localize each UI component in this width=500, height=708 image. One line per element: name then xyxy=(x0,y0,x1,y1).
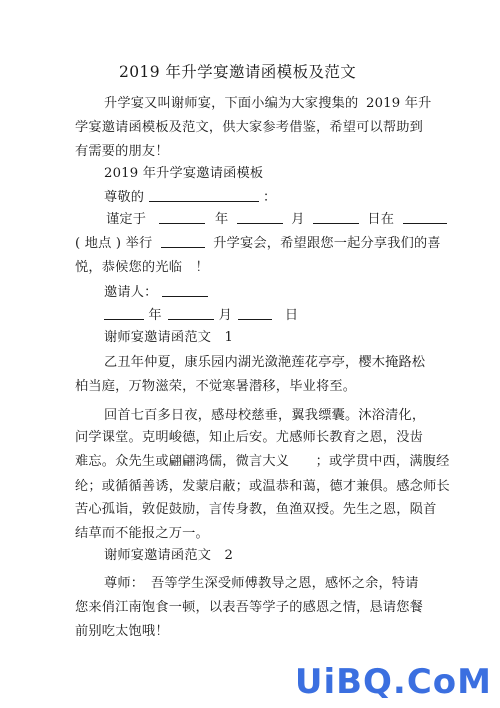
sample1-p2-line-3a: 难忘。众先生或翩翩鸿儒，微言大义 xyxy=(75,454,290,469)
sample1-p1-line-2: 柏当庭，万物滋荣，不觉寒暑潜移，毕业将至。 xyxy=(75,379,357,394)
sample2-line-3: 前别吃太饱哦！ xyxy=(75,624,169,639)
sample2-heading: 谢师宴邀请函范文 2 xyxy=(104,548,234,563)
year-label: 年 xyxy=(214,212,229,227)
location-suffix: 升学宴会，希望跟您一起分享我们的喜 xyxy=(213,236,441,251)
location-line xyxy=(75,235,441,252)
location-prefix: ( 地点 ) 举行 xyxy=(75,236,153,251)
salutation-line xyxy=(104,189,276,206)
venue-blank xyxy=(403,211,447,224)
year-blank xyxy=(159,211,205,224)
sign-day-label: 日 xyxy=(284,308,299,323)
sample2-line-2: 您来俏江南饱食一顿，以表吾等学子的感恩之情，恳请您餐 xyxy=(75,600,424,615)
sample1-p2-line-6: 结草而不能报之万一。 xyxy=(75,526,209,541)
sample2-line-1: 尊师： 吾等学生深受师傅教导之恩，感怀之余，特请 xyxy=(104,576,419,591)
sample1-p2-line-3b: ；或学贯中西，满腹经 xyxy=(315,454,450,469)
template-line-5: 悦，恭候您的光临 ！ xyxy=(75,260,209,275)
sign-date-line xyxy=(104,307,298,324)
sign-month-blank xyxy=(168,307,214,320)
sample1-p2-line-2: 问学课堂。克明峻德，知止后安。尤感师长教育之恩，没齿 xyxy=(75,430,424,445)
sign-year-blank xyxy=(104,307,144,320)
sign-day-blank xyxy=(238,307,272,320)
day-blank xyxy=(313,211,359,224)
watermark-text: UiBQ.CoM xyxy=(294,662,492,702)
intro-line-2: 学宴邀请函模板及范文，供大家参考借鉴，希望可以帮助到 xyxy=(75,120,424,135)
day-label: 日在 xyxy=(367,212,395,227)
sign-month-label: 月 xyxy=(218,308,232,323)
inviter-blank xyxy=(162,284,208,297)
site-watermark xyxy=(295,662,492,702)
location-blank xyxy=(161,235,205,248)
sample1-heading: 谢师宴邀请函范文 1 xyxy=(104,330,234,345)
inviter-label: 邀请人： xyxy=(104,285,158,300)
intro-line-1b: 2019 年升 xyxy=(366,96,432,111)
sign-year-label: 年 xyxy=(148,308,162,323)
salutation-colon: ： xyxy=(262,190,277,205)
document-title: 2019 年升学宴邀请函模板及范文 xyxy=(119,63,357,81)
sample1-p2-line-3 xyxy=(75,454,449,470)
salutation-label: 尊敬的 xyxy=(104,190,145,205)
inviter-line xyxy=(104,284,208,301)
sample1-p2-line-1: 回首七百多日夜，感母校慈垂，翼我缥囊。沐浴清化， xyxy=(104,408,426,423)
date-prefix: 谨定于 xyxy=(106,212,147,227)
month-label: 月 xyxy=(291,212,305,227)
sample1-p2-line-5: 苦心孤诣，敦促鼓励，言传身教，鱼渔双授。先生之恩，陨首 xyxy=(75,502,437,517)
template-heading: 2019 年升学宴邀请函模板 xyxy=(104,166,264,181)
recipient-blank xyxy=(149,189,259,202)
intro-line-3: 有需要的朋友！ xyxy=(75,144,169,159)
intro-line-1a: 升学宴又叫谢师宴，下面小编为大家搜集的 xyxy=(104,96,359,111)
sample1-p1-line-1: 乙丑年仲夏，康乐园内湖光潋滟莲花亭亭，樱木掩路松 xyxy=(104,355,426,370)
sample1-p2-line-4: 纶；或循循善诱，发蒙启蔽；或温恭和蔼，德才兼俱。感念师长 xyxy=(75,479,450,494)
month-blank xyxy=(237,211,283,224)
date-line xyxy=(106,211,447,228)
